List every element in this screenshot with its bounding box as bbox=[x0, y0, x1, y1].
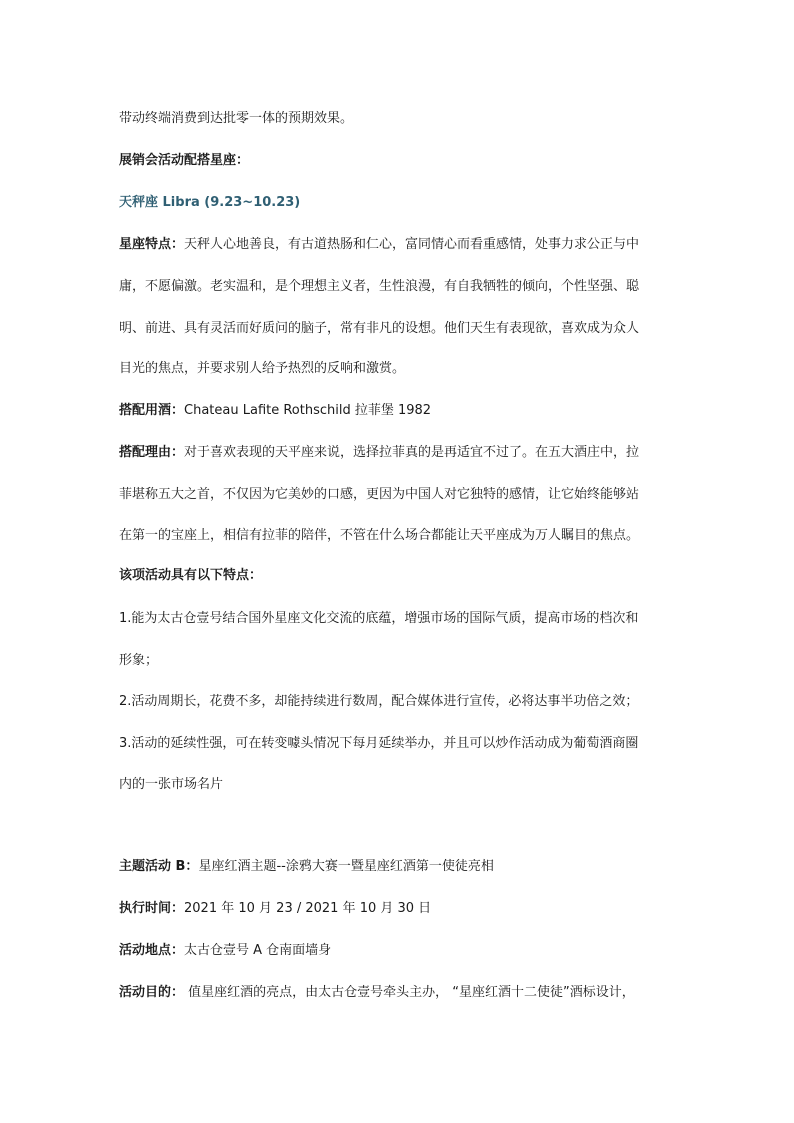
wine-value: Chateau Lafite Rothschild 拉菲堡 1982 bbox=[184, 403, 432, 418]
body-paragraph bbox=[119, 110, 699, 128]
heading-text: 展销会活动配搭星座： bbox=[119, 153, 250, 168]
feature-text: 1.能为太古仓壹号结合国外星座文化交流的底蕴，增强市场的国际气质，提高市场的档次和 bbox=[119, 611, 639, 626]
traits-text: 明、前进、具有灵活而好质问的脑子，常有非凡的设想。他们天生有表现欲，喜欢成为众人 bbox=[119, 321, 640, 336]
reason-paragraph-line-2 bbox=[119, 486, 699, 504]
reason-text: 菲堪称五大之首，不仅因为它美妙的口感，更因为中国人对它独特的感情，让它始终能够站 bbox=[119, 487, 640, 502]
zodiac-title bbox=[119, 194, 699, 212]
wine-pairing bbox=[119, 402, 699, 420]
feature-text: 3.活动的延续性强，可在转变噱头情况下每月延续举办，并且可以炒作活动成为葡萄酒商圈 bbox=[119, 736, 639, 751]
theme-label: 主题活动 B： bbox=[119, 859, 199, 874]
feature-item-3-line-2 bbox=[119, 776, 699, 794]
activity-venue bbox=[119, 942, 699, 960]
purpose-value: 值星座红酒的亮点，由太古仓壹号牵头主办， “星座红酒十二使徒”酒标设计， bbox=[184, 985, 635, 1000]
traits-paragraph-line-3 bbox=[119, 320, 699, 338]
reason-text: 在第一的宝座上，相信有拉菲的陪伴，不管在什么场合都能让天平座成为万人瞩目的焦点。 bbox=[119, 528, 640, 543]
heading-text: 该项活动具有以下特点： bbox=[119, 568, 263, 583]
reason-paragraph-line-1 bbox=[119, 444, 699, 462]
paragraph-text: 带动终端消费到达批零一体的预期效果。 bbox=[119, 111, 354, 126]
execution-time bbox=[119, 900, 699, 918]
feature-text: 内的一张市场名片 bbox=[119, 777, 224, 792]
traits-paragraph-line-4 bbox=[119, 360, 699, 378]
activity-purpose bbox=[119, 984, 699, 1002]
section-heading-features bbox=[119, 567, 699, 585]
traits-label: 星座特点： bbox=[119, 237, 185, 252]
traits-text: 目光的焦点，并要求别人给予热烈的反响和激赏。 bbox=[119, 361, 406, 376]
venue-label: 活动地点： bbox=[119, 943, 185, 958]
zodiac-name: 天秤座 Libra (9.23~10.23) bbox=[119, 195, 301, 210]
section-heading-expo bbox=[119, 152, 699, 170]
reason-label: 搭配理由： bbox=[119, 445, 185, 460]
reason-paragraph-line-3 bbox=[119, 527, 699, 545]
feature-text: 形象； bbox=[119, 653, 159, 668]
feature-text: 2.活动周期长，花费不多，却能持续进行数周，配合媒体进行宣传，必将达事半功倍之效； bbox=[119, 694, 639, 709]
purpose-label: 活动目的： bbox=[119, 985, 185, 1000]
theme-activity bbox=[119, 858, 699, 876]
venue-value: 太古仓壹号 A 仓南面墙身 bbox=[184, 943, 332, 958]
feature-item-1-line-1 bbox=[119, 610, 699, 628]
traits-text: 天秤人心地善良，有古道热肠和仁心，富同情心而看重感情，处事力求公正与中 bbox=[184, 237, 640, 252]
feature-item-3-line-1 bbox=[119, 735, 699, 753]
wine-label: 搭配用酒： bbox=[119, 403, 185, 418]
traits-paragraph-line-2 bbox=[119, 278, 699, 296]
time-label: 执行时间： bbox=[119, 901, 185, 916]
time-value: 2021 年 10 月 23 / 2021 年 10 月 30 日 bbox=[184, 901, 432, 916]
theme-value: 星座红酒主题--涂鸦大赛一暨星座红酒第一使徒亮相 bbox=[198, 859, 494, 874]
traits-text: 庸，不愿偏激。老实温和，是个理想主义者，生性浪漫，有自我牺牲的倾向，个性坚强、聪 bbox=[119, 279, 640, 294]
reason-text: 对于喜欢表现的天平座来说，选择拉菲真的是再适宜不过了。在五大酒庄中，拉 bbox=[184, 445, 640, 460]
traits-paragraph-line-1 bbox=[119, 236, 699, 254]
feature-item-2 bbox=[119, 693, 699, 711]
feature-item-1-line-2 bbox=[119, 652, 699, 670]
